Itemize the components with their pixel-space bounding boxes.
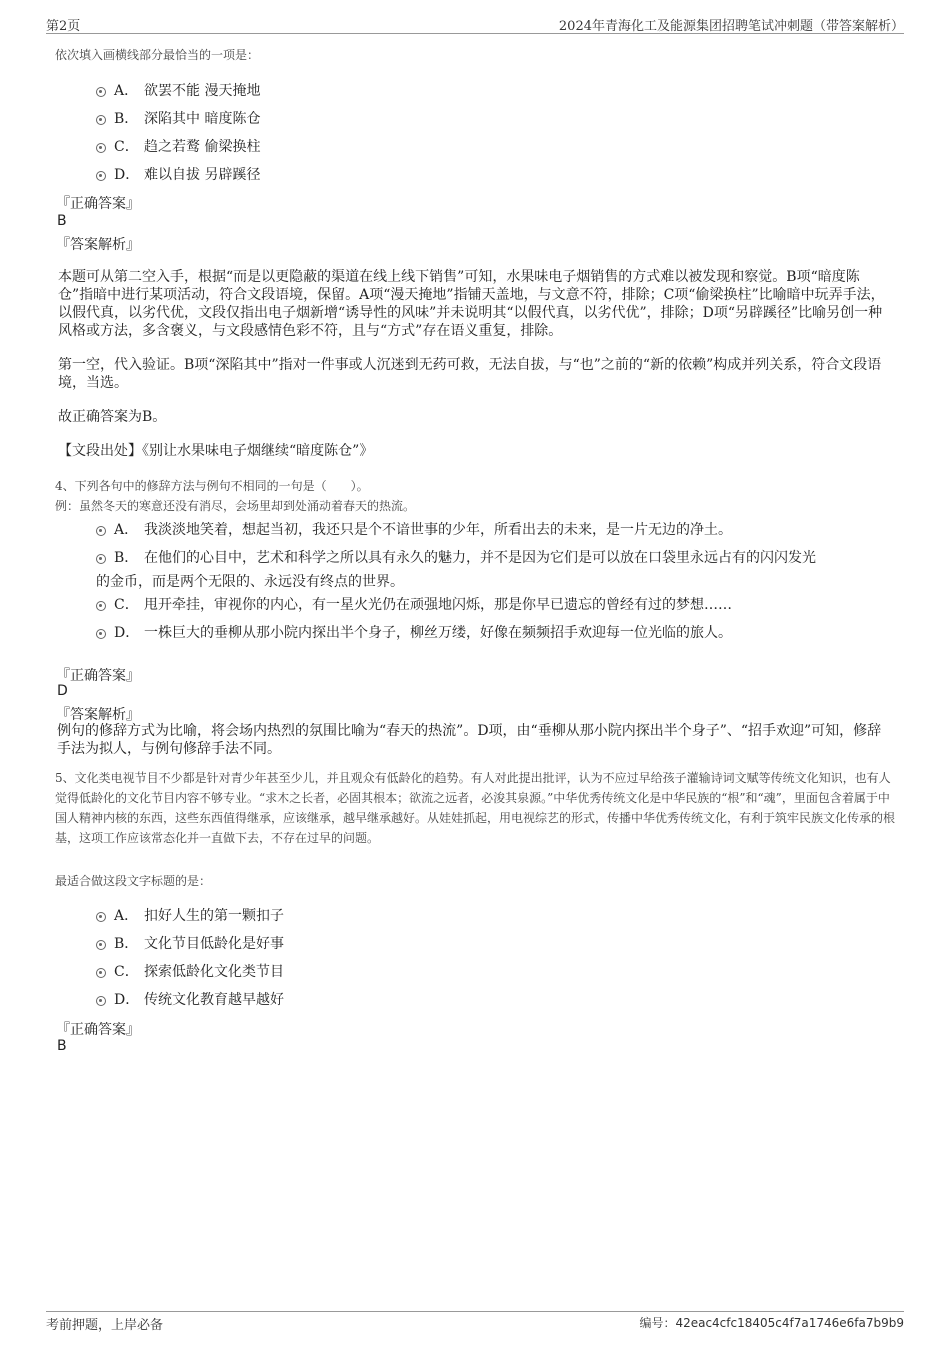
radio-icon[interactable] [96,601,106,611]
page-number: 第2页 [46,19,81,34]
option-b[interactable]: B． 在他们的心目中，艺术和科学之所以具有永久的魅力，并不是因为它们是可以放在口袋里永远占有的闪闪发光 [96,547,816,567]
analysis-paragraph: 第一空，代入验证。B项“深陷其中”指对一件事或人沉迷到无药可救，无法自拔，与“也”之前的“新的依赖”构成并列关系，符合文段语境，当选。 [58,357,882,391]
radio-icon[interactable] [96,526,106,536]
answer-label: 『正确答案』 [56,668,140,684]
answer-label: 『正确答案』 [56,1022,140,1038]
radio-icon[interactable] [96,554,106,564]
radio-icon[interactable] [96,87,106,97]
option-d[interactable]: D． 难以自拔 另辟蹊径 [96,164,260,184]
option-d[interactable]: D． 传统文化教育越早越好 [96,989,284,1009]
analysis-conclusion: 故正确答案为B。 [58,409,167,425]
radio-icon[interactable] [96,912,106,922]
question-prompt: 依次填入画横线部分最恰当的一项是： [55,48,260,62]
answer-value: D [57,683,68,699]
radio-icon[interactable] [96,940,106,950]
option-b[interactable]: B． 深陷其中 暗度陈仓 [96,108,260,128]
header-divider [46,33,904,34]
radio-icon[interactable] [96,171,106,181]
option-d[interactable]: D． 一株巨大的垂柳从那小院内探出半个身子，柳丝万缕，好像在频频招手欢迎每一位光临的旅人。 [96,622,732,642]
question-prompt: 4、下列各句中的修辞方法与例句不相同的一句是（ ）。 [55,479,369,493]
radio-icon[interactable] [96,968,106,978]
analysis-label: 『答案解析』 [56,237,140,253]
answer-label: 『正确答案』 [56,196,140,212]
option-a[interactable]: A． 欲罢不能 漫天掩地 [96,80,260,100]
answer-value: B [57,1038,67,1054]
document-id: 编号：42eac4cfc18405c4f7a1746e6fa7b9b9 [639,1316,904,1330]
analysis-paragraph: 本题可从第二空入手，根据“而是以更隐蔽的渠道在线上线下销售”可知，水果味电子烟销售的方式难以被发现和察觉。B项“暗度陈仓”指暗中进行某项活动，符合文段语境，保留。A项“漫天掩地”指铺天盖地，与文意不符，排除；C项“偷梁换柱”比喻暗中玩弄手法，以假代真，以劣代优，文段仅指出电子烟新增“诱导性的风味”并未说明其“以假代真，以劣代优”，排除；D项“另辟蹊径”比喻另创一种风格或方法，多含褒义，与文段感情色彩不符，且与“方式”存在语义重复，排除。 [58,269,885,339]
radio-icon[interactable] [96,996,106,1006]
analysis-label: 『答案解析』 [56,707,140,723]
option-a[interactable]: A． 扣好人生的第一颗扣子 [96,905,284,925]
option-c[interactable]: C． 趋之若鹜 偷梁换柱 [96,136,260,156]
option-c[interactable]: C． 探索低龄化文化类节目 [96,961,284,981]
question-passage: 5、文化类电视节目不少都是针对青少年甚至少儿，并且观众有低龄化的趋势。有人对此提出批评，认为不应过早给孩子灌输诗词文赋等传统文化知识，也有人觉得低龄化的文化节目内容不够专业。“求木之长者，必固其根本；欲流之远者，必浚其泉源。”中华优秀传统文化是中华民族的“根”和“魂”，里面包含着属于中国人精神内核的东西，这些东西值得继承，应该继承，越早继承越好。从娃娃抓起，用电视综艺的形式，传播中华优秀传统文化，有利于筑牢民族文化传承的根基，这项工作应该常态化并一直做下去，不存在过早的问题。 [55,771,896,845]
radio-icon[interactable] [96,115,106,125]
radio-icon[interactable] [96,143,106,153]
answer-value: B [57,213,67,229]
option-c[interactable]: C． 甩开牵挂，审视你的内心，有一星火光仍在顽强地闪烁，那是你早已遗忘的曾经有过的梦想…… [96,594,732,614]
footer-divider [46,1311,904,1312]
option-b-continued: 的金币，而是两个无限的、永远没有终点的世界。 [96,574,404,590]
question-prompt: 最适合做这段文字标题的是： [55,874,212,888]
option-b[interactable]: B． 文化节目低龄化是好事 [96,933,284,953]
question-example: 例：虽然冬天的寒意还没有消尽，会场里却到处涌动着春天的热流。 [55,499,416,513]
radio-icon[interactable] [96,629,106,639]
option-a[interactable]: A． 我淡淡地笑着，想起当初，我还只是个不谙世事的少年，所看出去的未来，是一片无边的净土。 [96,519,732,539]
analysis-paragraph: 例句的修辞方式为比喻，将会场内热烈的氛围比喻为“春天的热流”。D项，由“垂柳从那小院内探出半个身子”、“招手欢迎”可知，修辞手法为拟人，与例句修辞手法不同。 [57,723,882,757]
source-citation: 【文段出处】《别让水果味电子烟继续“暗度陈仓”》 [58,443,374,459]
document-title: 2024年青海化工及能源集团招聘笔试冲刺题（带答案解析） [558,19,904,34]
footer-slogan: 考前押题，上岸必备 [46,1318,164,1333]
